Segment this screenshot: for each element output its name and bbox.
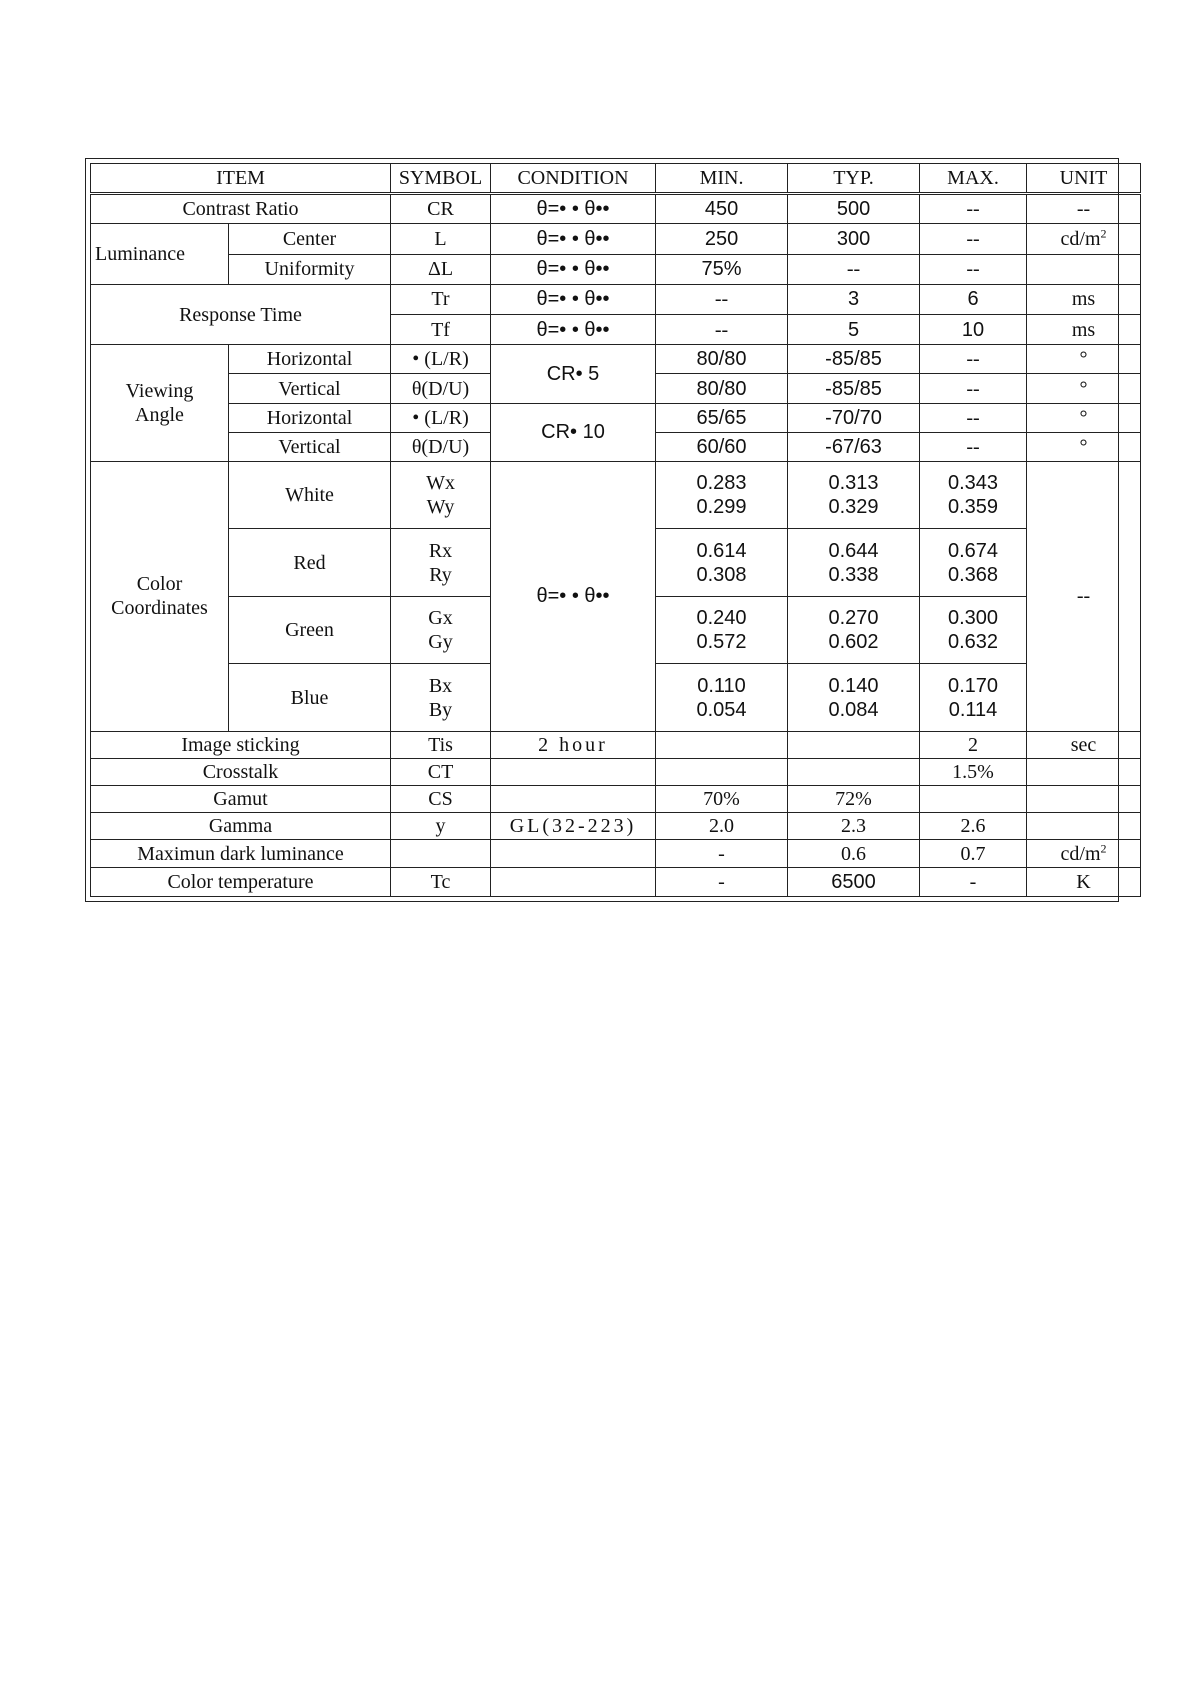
contrast-item: Contrast Ratio xyxy=(91,194,391,224)
colortemp-symbol: Tc xyxy=(391,867,491,896)
response-tr-min: -- xyxy=(656,284,788,314)
luminance-uniformity-max: -- xyxy=(920,254,1027,284)
viewing-max: -- xyxy=(920,345,1027,374)
gamma-max: 2.6 xyxy=(920,813,1027,840)
gamut-condition xyxy=(491,786,656,813)
colortemp-min: - xyxy=(656,867,788,896)
table-row xyxy=(91,786,1141,813)
color-min: 0.283 0.299 xyxy=(656,461,788,528)
sticking-item: Image sticking xyxy=(91,731,391,758)
dark-max: 0.7 xyxy=(920,840,1027,867)
color-sub: Green xyxy=(229,596,391,663)
header-typ: TYP. xyxy=(788,164,920,194)
crosstalk-min xyxy=(656,758,788,785)
viewing-unit: ° xyxy=(1027,403,1141,432)
luminance-center-typ: 300 xyxy=(788,224,920,254)
viewing-symbol: • (L/R) xyxy=(391,403,491,432)
response-tr-unit: ms xyxy=(1027,284,1141,314)
response-tf-unit: ms xyxy=(1027,315,1141,345)
contrast-min: 450 xyxy=(656,194,788,224)
viewing-item: Viewing Angle xyxy=(91,345,229,462)
gamma-typ: 2.3 xyxy=(788,813,920,840)
sticking-unit: sec xyxy=(1027,731,1141,758)
contrast-condition: θ=• • θ•• xyxy=(491,194,656,224)
colortemp-typ: 6500 xyxy=(788,867,920,896)
header-symbol: SYMBOL xyxy=(391,164,491,194)
viewing-symbol: θ(D/U) xyxy=(391,374,491,403)
table-row xyxy=(91,403,1141,432)
gamma-unit xyxy=(1027,813,1141,840)
viewing-symbol: • (L/R) xyxy=(391,345,491,374)
response-tf-symbol: Tf xyxy=(391,315,491,345)
luminance-center-sub: Center xyxy=(229,224,391,254)
luminance-center-condition: θ=• • θ•• xyxy=(491,224,656,254)
luminance-uniformity-unit xyxy=(1027,254,1141,284)
color-sub: Blue xyxy=(229,664,391,731)
colortemp-condition xyxy=(491,867,656,896)
viewing-min: 80/80 xyxy=(656,345,788,374)
colortemp-unit: K xyxy=(1027,867,1141,896)
table-row xyxy=(91,254,1141,284)
color-symbol: Wx Wy xyxy=(391,461,491,528)
color-symbol: Gx Gy xyxy=(391,596,491,663)
dark-condition xyxy=(491,840,656,867)
color-typ: 0.140 0.084 xyxy=(788,664,920,731)
luminance-center-unit: $cd/m^2$ xyxy=(1027,224,1141,254)
table-row xyxy=(91,224,1141,254)
colortemp-max: - xyxy=(920,867,1027,896)
table-row xyxy=(91,731,1141,758)
viewing-typ: -70/70 xyxy=(788,403,920,432)
crosstalk-typ xyxy=(788,758,920,785)
response-tr-symbol: Tr xyxy=(391,284,491,314)
color-max: 0.170 0.114 xyxy=(920,664,1027,731)
viewing-typ: -85/85 xyxy=(788,345,920,374)
color-max: 0.343 0.359 xyxy=(920,461,1027,528)
color-typ: 0.313 0.329 xyxy=(788,461,920,528)
gamma-item: Gamma xyxy=(91,813,391,840)
table-row xyxy=(91,345,1141,374)
table-row xyxy=(91,758,1141,785)
color-typ: 0.270 0.602 xyxy=(788,596,920,663)
viewing-condition-cr5: CR• 5 xyxy=(491,345,656,403)
response-tr-max: 6 xyxy=(920,284,1027,314)
color-condition: θ=• • θ•• xyxy=(491,461,656,731)
gamut-item: Gamut xyxy=(91,786,391,813)
color-typ: 0.644 0.338 xyxy=(788,529,920,596)
response-tr-typ: 3 xyxy=(788,284,920,314)
color-sub: Red xyxy=(229,529,391,596)
sticking-symbol: Tis xyxy=(391,731,491,758)
gamma-min: 2.0 xyxy=(656,813,788,840)
sticking-typ xyxy=(788,731,920,758)
header-max: MAX. xyxy=(920,164,1027,194)
viewing-min: 80/80 xyxy=(656,374,788,403)
gamut-symbol: CS xyxy=(391,786,491,813)
header-min: MIN. xyxy=(656,164,788,194)
gamut-max xyxy=(920,786,1027,813)
crosstalk-condition xyxy=(491,758,656,785)
response-tf-typ: 5 xyxy=(788,315,920,345)
dark-symbol xyxy=(391,840,491,867)
viewing-unit: ° xyxy=(1027,345,1141,374)
table-row xyxy=(91,461,1141,528)
sticking-max: 2 xyxy=(920,731,1027,758)
viewing-unit: ° xyxy=(1027,374,1141,403)
viewing-unit: ° xyxy=(1027,432,1141,461)
sticking-min xyxy=(656,731,788,758)
sticking-condition: 2 hour xyxy=(491,731,656,758)
table-row xyxy=(91,194,1141,224)
crosstalk-symbol: CT xyxy=(391,758,491,785)
gamut-unit xyxy=(1027,786,1141,813)
viewing-max: -- xyxy=(920,403,1027,432)
response-tf-condition: θ=• • θ•• xyxy=(491,315,656,345)
gamut-min: 70% xyxy=(656,786,788,813)
luminance-center-symbol: L xyxy=(391,224,491,254)
gamma-symbol: y xyxy=(391,813,491,840)
response-tf-max: 10 xyxy=(920,315,1027,345)
viewing-condition-cr10: CR• 10 xyxy=(491,403,656,461)
table-row xyxy=(91,284,1141,314)
dark-typ: 0.6 xyxy=(788,840,920,867)
crosstalk-max: 1.5% xyxy=(920,758,1027,785)
header-condition: CONDITION xyxy=(491,164,656,194)
color-item: Color Coordinates xyxy=(91,461,229,731)
color-min: 0.614 0.308 xyxy=(656,529,788,596)
color-unit: -- xyxy=(1027,461,1141,731)
luminance-uniformity-symbol: ΔL xyxy=(391,254,491,284)
response-tf-min: -- xyxy=(656,315,788,345)
luminance-center-max: -- xyxy=(920,224,1027,254)
dark-item: Maximun dark luminance xyxy=(91,840,391,867)
luminance-center-min: 250 xyxy=(656,224,788,254)
spec-table-frame xyxy=(85,158,1119,902)
luminance-uniformity-sub: Uniformity xyxy=(229,254,391,284)
color-min: 0.110 0.054 xyxy=(656,664,788,731)
optical-spec-table xyxy=(90,163,1141,897)
table-row xyxy=(91,840,1141,867)
dark-unit: $cd/m^2$ xyxy=(1027,840,1141,867)
viewing-sub: Horizontal xyxy=(229,345,391,374)
color-max: 0.300 0.632 xyxy=(920,596,1027,663)
color-max: 0.674 0.368 xyxy=(920,529,1027,596)
viewing-symbol: θ(D/U) xyxy=(391,432,491,461)
viewing-max: -- xyxy=(920,432,1027,461)
contrast-max: -- xyxy=(920,194,1027,224)
luminance-uniformity-min: 75% xyxy=(656,254,788,284)
table-row xyxy=(91,867,1141,896)
viewing-max: -- xyxy=(920,374,1027,403)
viewing-typ: -67/63 xyxy=(788,432,920,461)
luminance-uniformity-typ: -- xyxy=(788,254,920,284)
table-row xyxy=(91,813,1141,840)
crosstalk-item: Crosstalk xyxy=(91,758,391,785)
viewing-sub: Vertical xyxy=(229,374,391,403)
viewing-typ: -85/85 xyxy=(788,374,920,403)
color-symbol: Bx By xyxy=(391,664,491,731)
crosstalk-unit xyxy=(1027,758,1141,785)
viewing-sub: Vertical xyxy=(229,432,391,461)
header-unit: UNIT xyxy=(1027,164,1141,194)
viewing-min: 65/65 xyxy=(656,403,788,432)
colortemp-item: Color temperature xyxy=(91,867,391,896)
color-symbol: Rx Ry xyxy=(391,529,491,596)
gamut-typ: 72% xyxy=(788,786,920,813)
response-tr-condition: θ=• • θ•• xyxy=(491,284,656,314)
viewing-sub: Horizontal xyxy=(229,403,391,432)
color-min: 0.240 0.572 xyxy=(656,596,788,663)
contrast-symbol: CR xyxy=(391,194,491,224)
header-item: ITEM xyxy=(91,164,391,194)
table-header-row xyxy=(91,164,1141,194)
viewing-min: 60/60 xyxy=(656,432,788,461)
contrast-typ: 500 xyxy=(788,194,920,224)
dark-min: - xyxy=(656,840,788,867)
luminance-item: Luminance xyxy=(91,224,229,284)
response-item: Response Time xyxy=(91,284,391,344)
color-sub: White xyxy=(229,461,391,528)
contrast-unit: -- xyxy=(1027,194,1141,224)
gamma-condition: GL(32-223) xyxy=(491,813,656,840)
luminance-uniformity-condition: θ=• • θ•• xyxy=(491,254,656,284)
